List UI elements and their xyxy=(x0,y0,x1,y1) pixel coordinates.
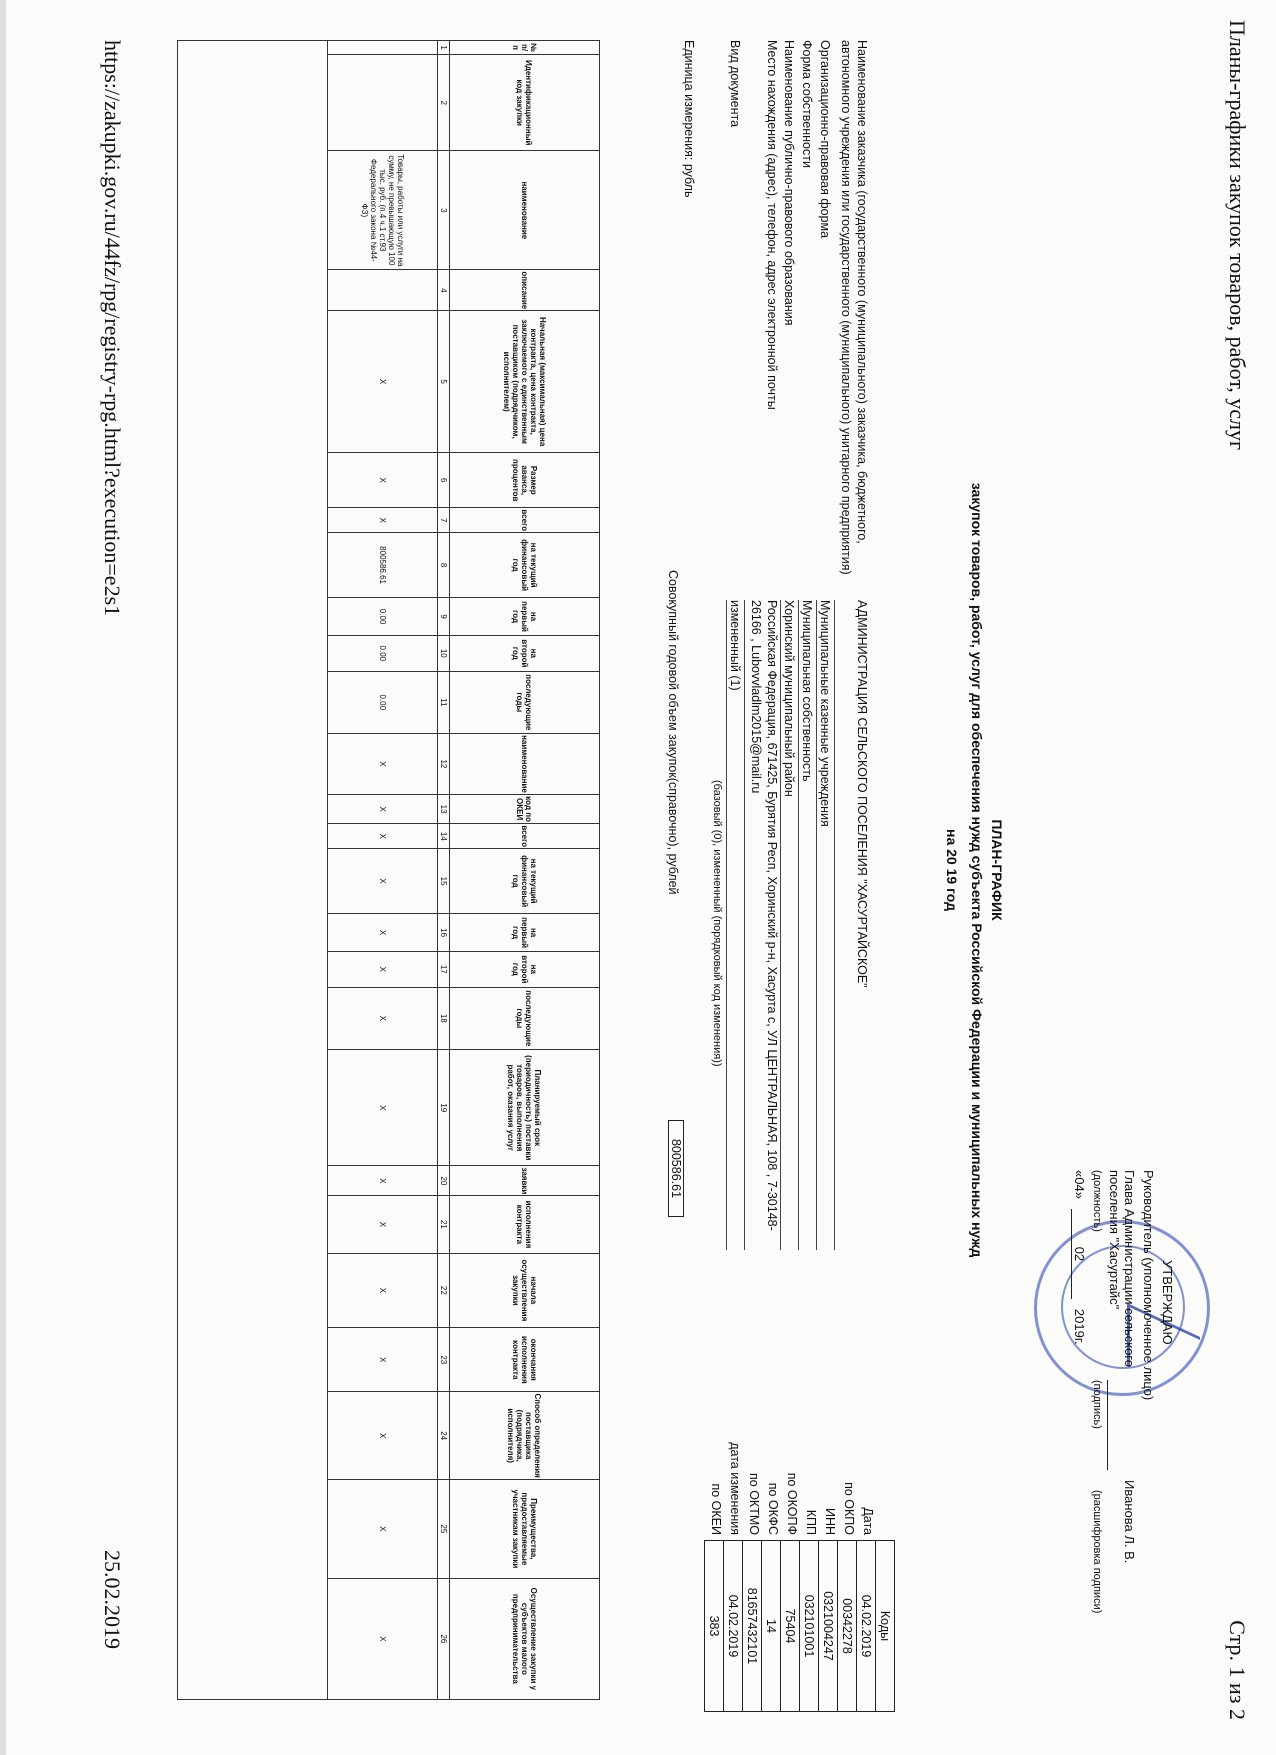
code-label: Дата xyxy=(861,1507,875,1535)
column-number: 13 xyxy=(438,794,450,824)
position-text: Глава Администрации сельского поселения "Хасуртайс" xyxy=(1107,1170,1137,1368)
table-header: на текущий финансовый год xyxy=(450,533,600,598)
column-number: 11 xyxy=(438,671,450,734)
total-label: Совокупный годовой объем закупок(справочно), рублей xyxy=(666,570,680,895)
code-label: по ОКФС xyxy=(766,1482,780,1535)
approval-block xyxy=(1067,1170,1175,1690)
code-label: ИНН xyxy=(823,1507,837,1535)
table-header: Идентификационный код закупки xyxy=(450,55,600,151)
code-label: КПП xyxy=(804,1509,818,1535)
table-cell: X xyxy=(328,453,438,508)
code-labels xyxy=(706,1440,877,1535)
table-header: Способ определения поставщика (подрядчика, исполнителя) xyxy=(450,1392,600,1480)
column-number: 21 xyxy=(438,1196,450,1253)
column-number: 15 xyxy=(438,849,450,914)
table-header: начала осуществления закупки xyxy=(450,1253,600,1328)
column-number: 8 xyxy=(438,533,450,598)
table-cell: X xyxy=(328,914,438,952)
table-header: на первый год xyxy=(450,598,600,636)
table-header: наименование xyxy=(450,151,600,270)
signer-name: Иванова Л. В. xyxy=(1122,1480,1137,1564)
column-number: 7 xyxy=(438,508,450,533)
meta-caption: (базовый (0), измененный (порядковый код изменения)) xyxy=(711,780,723,1067)
table-header: заявки xyxy=(450,1166,600,1196)
meta-label: Наименование публично-правового образования xyxy=(782,40,796,326)
column-number: 22 xyxy=(438,1253,450,1328)
column-number-row xyxy=(438,41,450,1700)
meta-value: Муниципальная собственность xyxy=(798,600,816,1250)
table-cell: X xyxy=(328,508,438,533)
code-label: по ОКПО xyxy=(842,1482,856,1535)
table-cell: X xyxy=(328,1196,438,1253)
table-cell: X xyxy=(328,1479,438,1578)
doc-subtitle: закупок товаров, работ, услуг для обеспечения нужд субъекта Российской Федерации и муниципальных нужд xyxy=(969,482,985,1258)
meta-label: Форма собственности xyxy=(800,40,814,168)
column-number: 2 xyxy=(438,55,450,151)
column-number: 5 xyxy=(438,311,450,453)
column-number: 24 xyxy=(438,1392,450,1480)
table-header: исполнения контракта xyxy=(450,1196,600,1253)
code-value: 04.02.2019 xyxy=(856,1541,875,1711)
column-number: 26 xyxy=(438,1578,450,1699)
code-value: 14 xyxy=(761,1541,780,1711)
table-cell: X xyxy=(328,1392,438,1480)
column-number: 3 xyxy=(438,151,450,270)
name-caption: (расшифровка подписи) xyxy=(1091,1490,1103,1614)
table-cell: 0.00 xyxy=(328,598,438,636)
code-value: 75404 xyxy=(780,1541,799,1711)
table-header: всего xyxy=(450,508,600,533)
empty-table-area xyxy=(178,41,328,1700)
column-number: 16 xyxy=(438,914,450,952)
code-value: 04.02.2019 xyxy=(723,1541,742,1711)
table-header: наименование xyxy=(450,734,600,795)
approval-day: «04» xyxy=(1072,1170,1087,1199)
column-number: 6 xyxy=(438,453,450,508)
table-cell: 800586.61 xyxy=(328,533,438,598)
code-value: 383 xyxy=(707,1615,721,1637)
approval-month: 02 xyxy=(1071,1209,1087,1299)
table-header: на второй год xyxy=(450,636,600,671)
approval-year: 2019г. xyxy=(1072,1308,1087,1345)
page-counter: Стр. 1 из 2 xyxy=(1225,1620,1250,1720)
table-cell: X xyxy=(328,1253,438,1328)
code-label: по ОКОПФ xyxy=(785,1472,799,1535)
table-cell: X xyxy=(328,1328,438,1392)
signature-caption: (подпись) xyxy=(1091,1380,1103,1429)
table-header: последующие годы xyxy=(450,671,600,734)
meta-value: Муниципальные казенные учреждения xyxy=(816,600,834,1250)
code-value: 00342278 xyxy=(837,1541,856,1711)
table-header: на первый год xyxy=(450,914,600,952)
meta-label: Организационно-правовая форма xyxy=(818,40,832,239)
code-value: 0321004247 xyxy=(818,1541,837,1711)
position-caption: (должность) xyxy=(1091,1170,1103,1232)
footer-url[interactable]: https://zakupki.gov.ru/44fz/rpg/registry-rpg.html?execution=e2s1 xyxy=(100,40,125,617)
table-header: Начальная (максимальная) цена контракта, цена контракта, заключаемого с единственным поставщиком (подрядчиком, исполнителем) xyxy=(450,311,600,453)
column-number: 12 xyxy=(438,734,450,795)
table-header-row xyxy=(450,41,600,1700)
table-header: на текущий финансовый год xyxy=(450,849,600,914)
meta-label xyxy=(708,40,726,600)
column-number: 1 xyxy=(438,41,450,55)
table-header: описание xyxy=(450,270,600,311)
column-number: 18 xyxy=(438,987,450,1050)
code-value: 032101001 xyxy=(799,1541,818,1711)
rotated-document xyxy=(30,20,1250,1720)
table-cell: X xyxy=(328,824,438,849)
table-cell: 0.00 xyxy=(328,671,438,734)
column-number: 19 xyxy=(438,1050,450,1166)
table-cell: X xyxy=(328,734,438,795)
table-header: на второй год xyxy=(450,952,600,987)
meta-label: Место нахождения (адрес), телефон, адрес электронной почты xyxy=(765,40,779,410)
column-number: 17 xyxy=(438,952,450,987)
footer-date: 25.02.2019 xyxy=(100,1550,125,1649)
doc-title: ПЛАН-ГРАФИК xyxy=(989,819,1005,921)
scan-edge xyxy=(0,0,6,1755)
table-cell xyxy=(328,41,438,55)
table-header: Размер аванса, процентов xyxy=(450,453,600,508)
meta-label: Наименование заказчика (государственного (муниципального) заказчика, бюджетного, автономного учреждения или государственного (муниципального) унитарного предприятия) xyxy=(839,40,869,575)
table-header: Преимущества, предоставляемые участникам закупки xyxy=(450,1479,600,1578)
column-number: 25 xyxy=(438,1479,450,1578)
unit-label: Единица измерения: рубль xyxy=(682,40,696,198)
table-header: последующие годы xyxy=(450,987,600,1050)
table-cell: X xyxy=(328,987,438,1050)
table-cell: X xyxy=(328,794,438,824)
column-number: 10 xyxy=(438,636,450,671)
doc-year: на 20 19 год xyxy=(944,829,960,911)
meta-value: АДМИНИСТРАЦИЯ СЕЛЬСКОГО ПОСЕЛЕНИЯ "ХАСУРТАЙСКОЕ" xyxy=(834,600,870,1250)
column-number: 23 xyxy=(438,1328,450,1392)
code-label: по ОКЕИ xyxy=(709,1483,723,1535)
code-label: по ОКТМО xyxy=(747,1473,761,1535)
table-cell xyxy=(328,270,438,311)
table-cell: X xyxy=(328,311,438,453)
meta-value: Российская Федерация, 671425, Бурятия Респ, Хоринский р-н, Хасурта с, УЛ ЦЕНТРАЛЬНАЯ, 108 , 7-30148-26166 , Lubovvladlm2015@mail.ru xyxy=(744,600,780,1250)
code-label: дата изменения xyxy=(728,1442,742,1535)
signature-line xyxy=(1107,1380,1137,1470)
table-cell: X xyxy=(328,1578,438,1699)
table-header: всего xyxy=(450,824,600,849)
column-number: 20 xyxy=(438,1166,450,1196)
table-cell: 0.00 xyxy=(328,636,438,671)
code-value: 81657432101 xyxy=(742,1541,761,1711)
table-header: код по ОКЕИ xyxy=(450,794,600,824)
codes-header: Коды xyxy=(875,1541,894,1711)
table-row xyxy=(328,41,438,1700)
table-cell: Товары, работы или услуги на сумму, не превышающую 100 тыс. руб. (п.4 ч.1 ст.93 Федерального закона №44-ФЗ) xyxy=(328,151,438,270)
table-header: Осуществление закупки у субъектов малого предпринимательства xyxy=(450,1578,600,1699)
table-row xyxy=(178,41,328,1700)
table-cell: X xyxy=(328,952,438,987)
column-number: 14 xyxy=(438,824,450,849)
table-cell xyxy=(328,55,438,151)
browser-title: Планы-графики закупок товаров, работ, услуг xyxy=(1225,20,1250,451)
meta-value: Хоринский муниципальный район xyxy=(780,600,798,1250)
codes-box xyxy=(704,1540,895,1712)
table-header: окончания исполнения контракта xyxy=(450,1328,600,1392)
table-cell: X xyxy=(328,849,438,914)
meta-label: Вид документа xyxy=(728,40,742,128)
column-number: 9 xyxy=(438,598,450,636)
column-number: 4 xyxy=(438,270,450,311)
head-label: Руководитель (уполномоченное лицо) xyxy=(1141,1170,1156,1401)
procurement-table xyxy=(177,40,600,1700)
table-header: Планируемый срок (периодичность) поставки товаров, выполнения работ, оказания услуг xyxy=(450,1050,600,1166)
table-cell: X xyxy=(328,1050,438,1166)
table-header: № п/п xyxy=(450,41,600,55)
meta-value: измененный (1) xyxy=(726,600,744,1250)
table-cell: X xyxy=(328,1166,438,1196)
total-value: 800586.61 xyxy=(668,1120,684,1217)
approved-label: УТВЕРЖДАЮ xyxy=(1160,1260,1175,1345)
